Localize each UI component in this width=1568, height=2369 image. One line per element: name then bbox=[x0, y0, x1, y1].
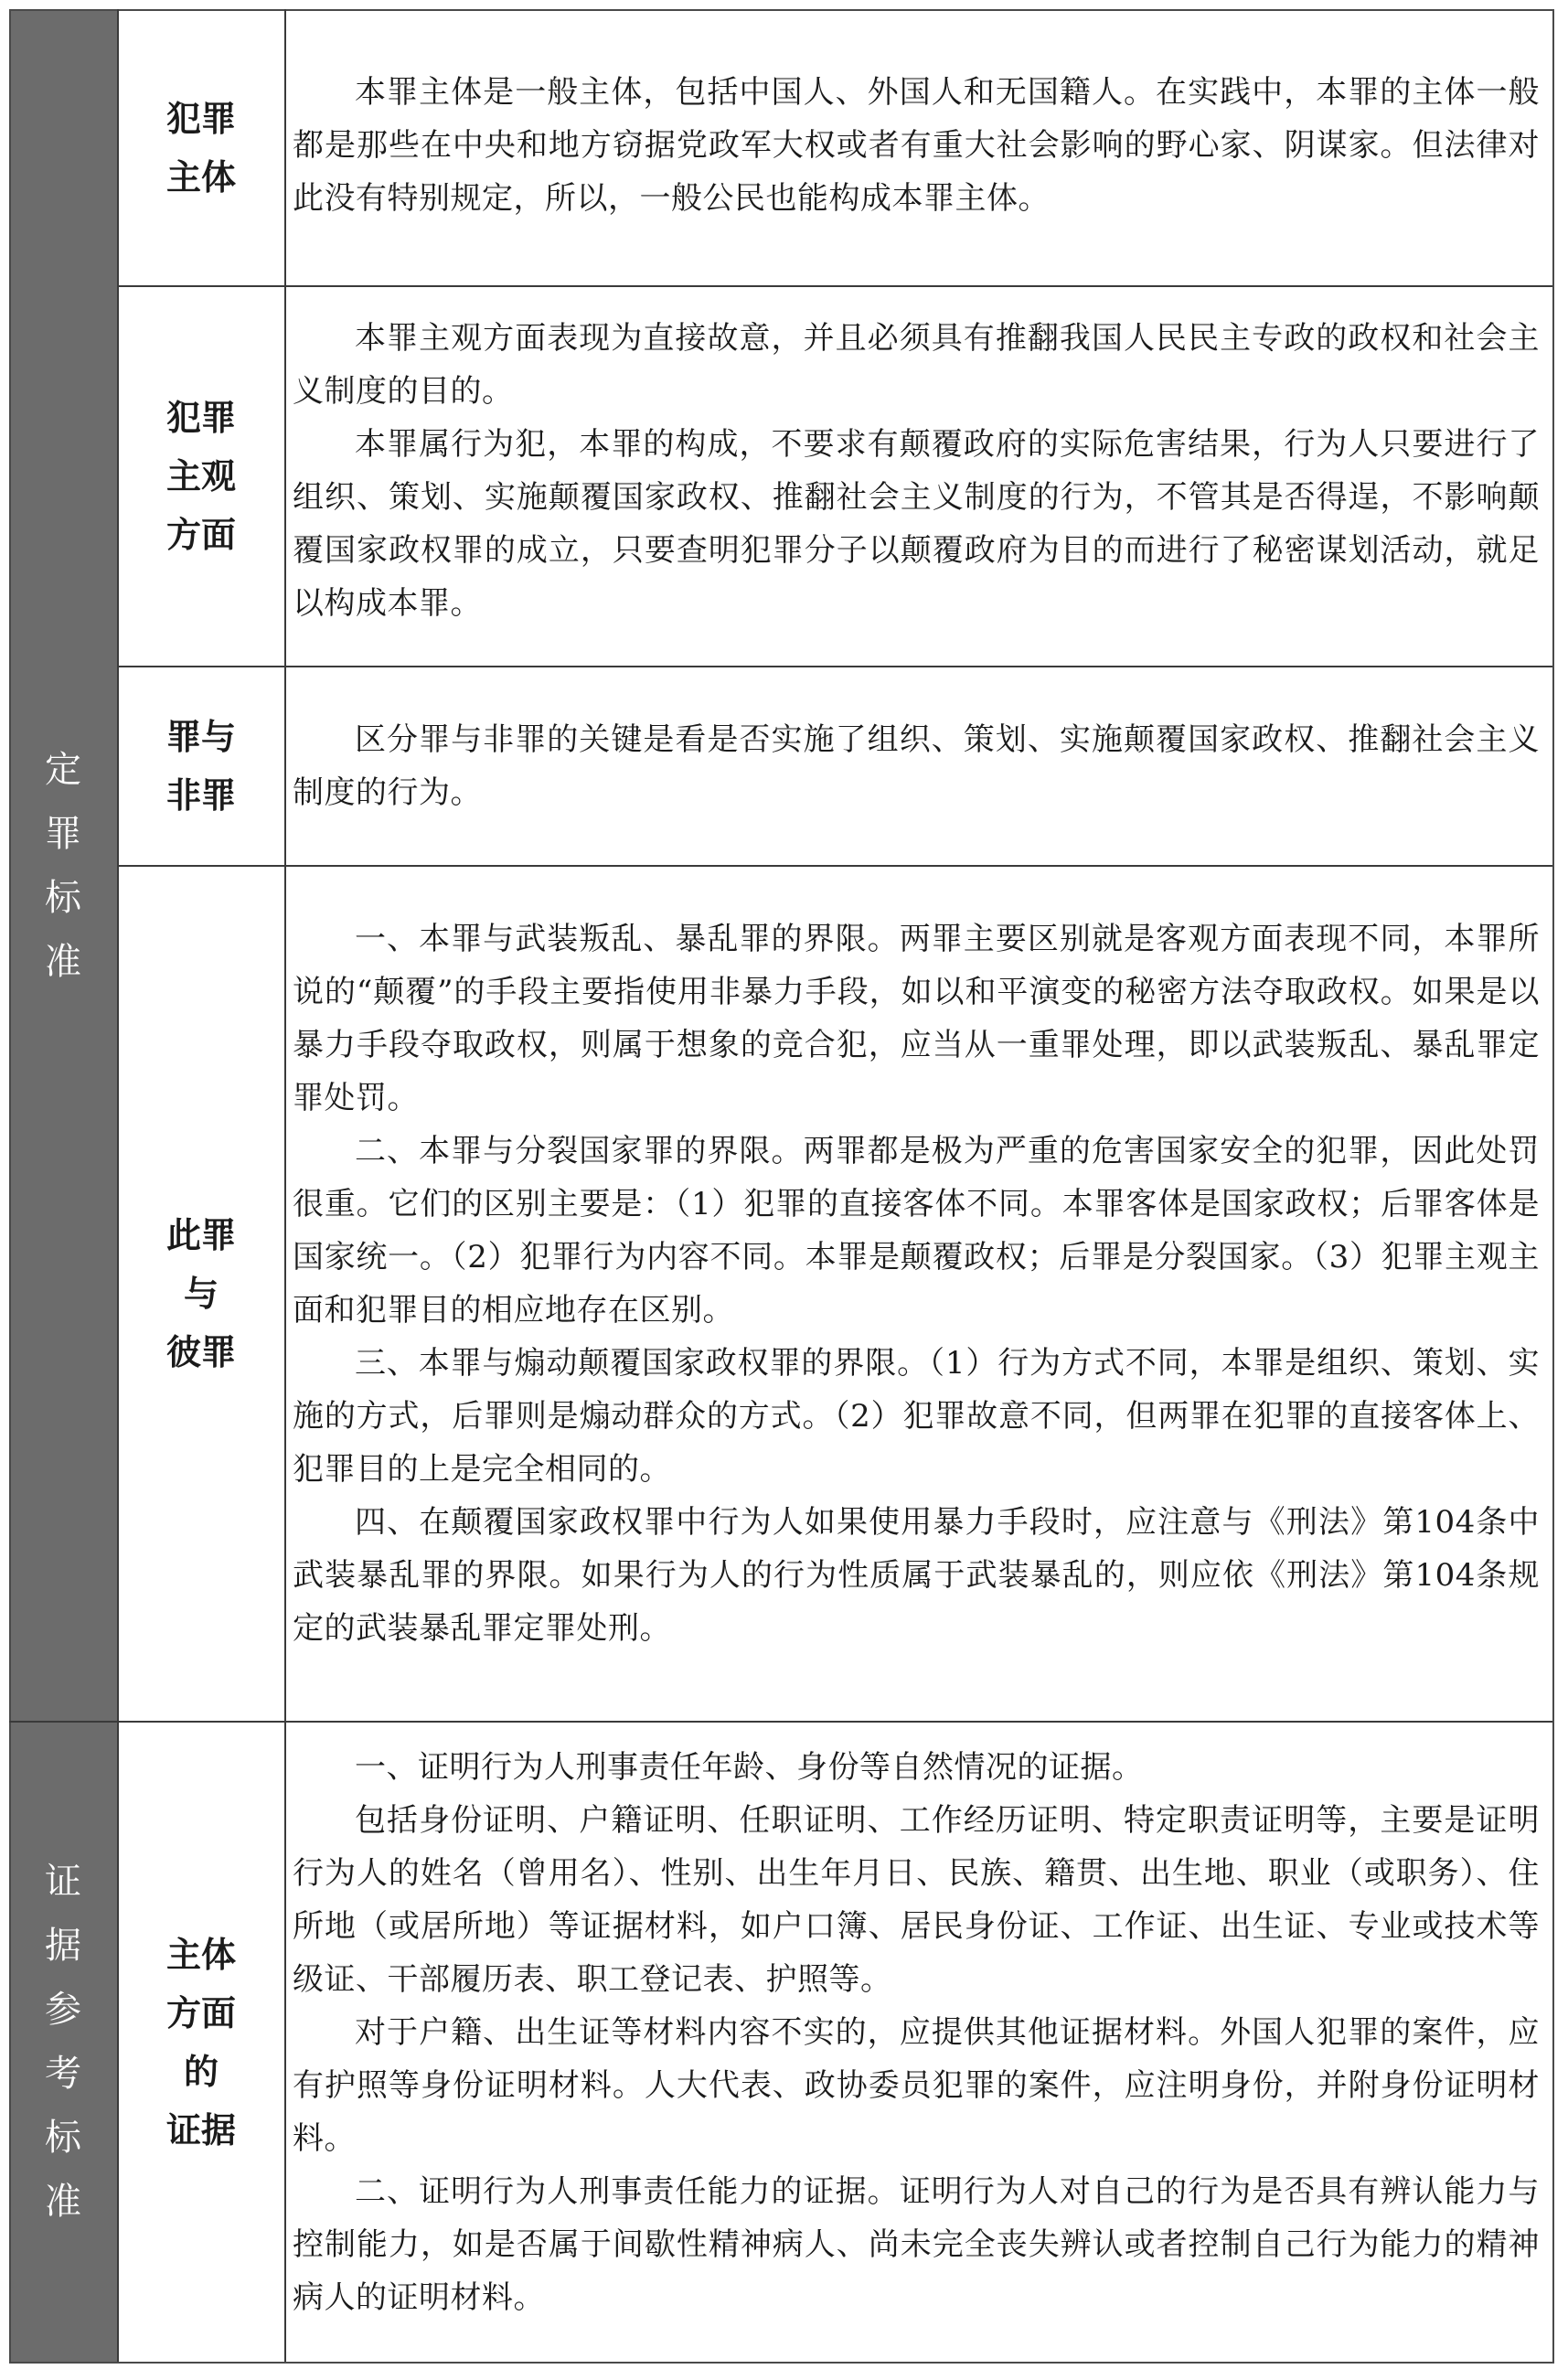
paragraph: 四、在颠覆国家政权罪中行为人如果使用暴力手段时，应注意与《刑法》第104条中武装暴乱罪的界限。如果行为人的行为性质属于武装暴乱的，则应依《刑法》第104条规定的武装暴乱罪定罪处刑。 bbox=[293, 1504, 1540, 1647]
paragraph: 本罪属行为犯，本罪的构成，不要求有颠覆政府的实际危害结果，行为人只要进行了组织、策划、实施颠覆国家政权、推翻社会主义制度的行为，不管其是否得逞，不影响颠覆国家政权罪的成立，只要查明犯罪分子以颠覆政府为目的而进行了秘密谋划活动，就足以构成本罪。 bbox=[293, 426, 1540, 622]
divider bbox=[119, 285, 1552, 287]
label-line: 非罪 bbox=[165, 775, 236, 816]
label-line: 彼罪 bbox=[165, 1332, 236, 1372]
row-label bbox=[117, 11, 285, 285]
section-char: 准 bbox=[45, 940, 81, 983]
paragraph: 本罪主观方面表现为直接故意，并且必须具有推翻我国人民民主专政的政权和社会主义制度的目的。 bbox=[293, 320, 1540, 410]
label-line: 犯罪 bbox=[165, 398, 236, 438]
label-line: 此罪 bbox=[165, 1215, 236, 1255]
section-conviction-standard bbox=[9, 9, 117, 1722]
row-label bbox=[117, 867, 285, 1721]
row-content bbox=[293, 713, 1540, 819]
divider bbox=[119, 865, 1552, 867]
divider bbox=[119, 666, 1552, 667]
label-line: 与 bbox=[183, 1274, 219, 1314]
row-label bbox=[117, 287, 285, 666]
section-char: 准 bbox=[45, 2181, 81, 2223]
row-content bbox=[293, 312, 1540, 630]
paragraph: 二、证明行为人刑事责任能力的证据。证明行为人对自己的行为是否具有辨认能力与控制能力，如是否属于间歇性精神病人、尚未完全丧失辨认或者控制自己行为能力的精神病人的证明材料。 bbox=[293, 2173, 1540, 2316]
section-char: 标 bbox=[45, 876, 81, 919]
row-label bbox=[117, 1723, 285, 2363]
row-label bbox=[117, 667, 285, 865]
section-char: 证 bbox=[45, 1861, 81, 1903]
section-char: 考 bbox=[45, 2053, 81, 2095]
paragraph: 区分罪与非罪的关键是看是否实施了组织、策划、实施颠覆国家政权、推翻社会主义制度的行为。 bbox=[293, 721, 1540, 811]
label-line: 罪与 bbox=[165, 717, 236, 757]
paragraph: 包括身份证明、户籍证明、任职证明、工作经历证明、特定职责证明等，主要是证明行为人的姓名（曾用名）、性别、出生年月日、民族、籍贯、出生地、职业（或职务）、住所地（或居所地）等证据材料，如户口簿、居民身份证、工作证、出生证、专业或技术等级证、干部履历表、职工登记表、护照等。 bbox=[293, 1802, 1540, 1998]
label-line: 主体 bbox=[165, 1935, 236, 1975]
section-char: 罪 bbox=[45, 812, 81, 855]
row-content bbox=[293, 1741, 1540, 2324]
section-char: 定 bbox=[45, 748, 81, 791]
section-char: 标 bbox=[45, 2117, 81, 2159]
paragraph: 对于户籍、出生证等材料内容不实的，应提供其他证据材料。外国人犯罪的案件，应有护照等身份证明材料。人大代表、政协委员犯罪的案件，应注明身份，并附身份证明材料。 bbox=[293, 2014, 1540, 2157]
paragraph: 二、本罪与分裂国家罪的界限。两罪都是极为严重的危害国家安全的犯罪，因此处罚很重。它们的区别主要是：（1）犯罪的直接客体不同。本罪客体是国家政权；后罪客体是国家统一。（2）犯罪行为内容不同。本罪是颠覆政权；后罪是分裂国家。（3）犯罪主观主面和犯罪目的相应地存在区别。 bbox=[293, 1133, 1540, 1329]
paragraph: 一、本罪与武装叛乱、暴乱罪的界限。两罪主要区别就是客观方面表现不同，本罪所说的“颠覆”的手段主要指使用非暴力手段，如以和平演变的秘密方法夺取政权。如果是以暴力手段夺取政权，则属于想象的竞合犯，应当从一重罪处理，即以武装叛乱、暴乱罪定罪处罚。 bbox=[293, 921, 1540, 1116]
label-line: 主观 bbox=[165, 456, 236, 496]
label-line: 犯罪 bbox=[165, 99, 236, 139]
label-line: 主体 bbox=[165, 157, 236, 197]
label-line: 方面 bbox=[165, 515, 236, 555]
paragraph: 一、证明行为人刑事责任年龄、身份等自然情况的证据。 bbox=[355, 1749, 1144, 1786]
label-line: 证据 bbox=[165, 2110, 236, 2150]
label-line: 的 bbox=[183, 2052, 219, 2092]
paragraph: 三、本罪与煽动颠覆国家政权罪的界限。（1）行为方式不同，本罪是组织、策划、实施的方式，后罪则是煽动群众的方式。（2）犯罪故意不同，但两罪在犯罪的直接客体上、犯罪目的上是完全相同的。 bbox=[293, 1345, 1540, 1488]
section-evidence-standard bbox=[9, 1722, 117, 2362]
label-line: 方面 bbox=[165, 1993, 236, 2033]
section-char: 参 bbox=[45, 1989, 81, 2031]
row-content bbox=[293, 912, 1540, 1655]
row-content bbox=[293, 66, 1540, 225]
section-char: 据 bbox=[45, 1925, 81, 1967]
paragraph: 本罪主体是一般主体，包括中国人、外国人和无国籍人。在实践中，本罪的主体一般都是那些在中央和地方窃据党政军大权或者有重大社会影响的野心家、阴谋家。但法律对此没有特别规定，所以，一般公民也能构成本罪主体。 bbox=[293, 74, 1540, 217]
